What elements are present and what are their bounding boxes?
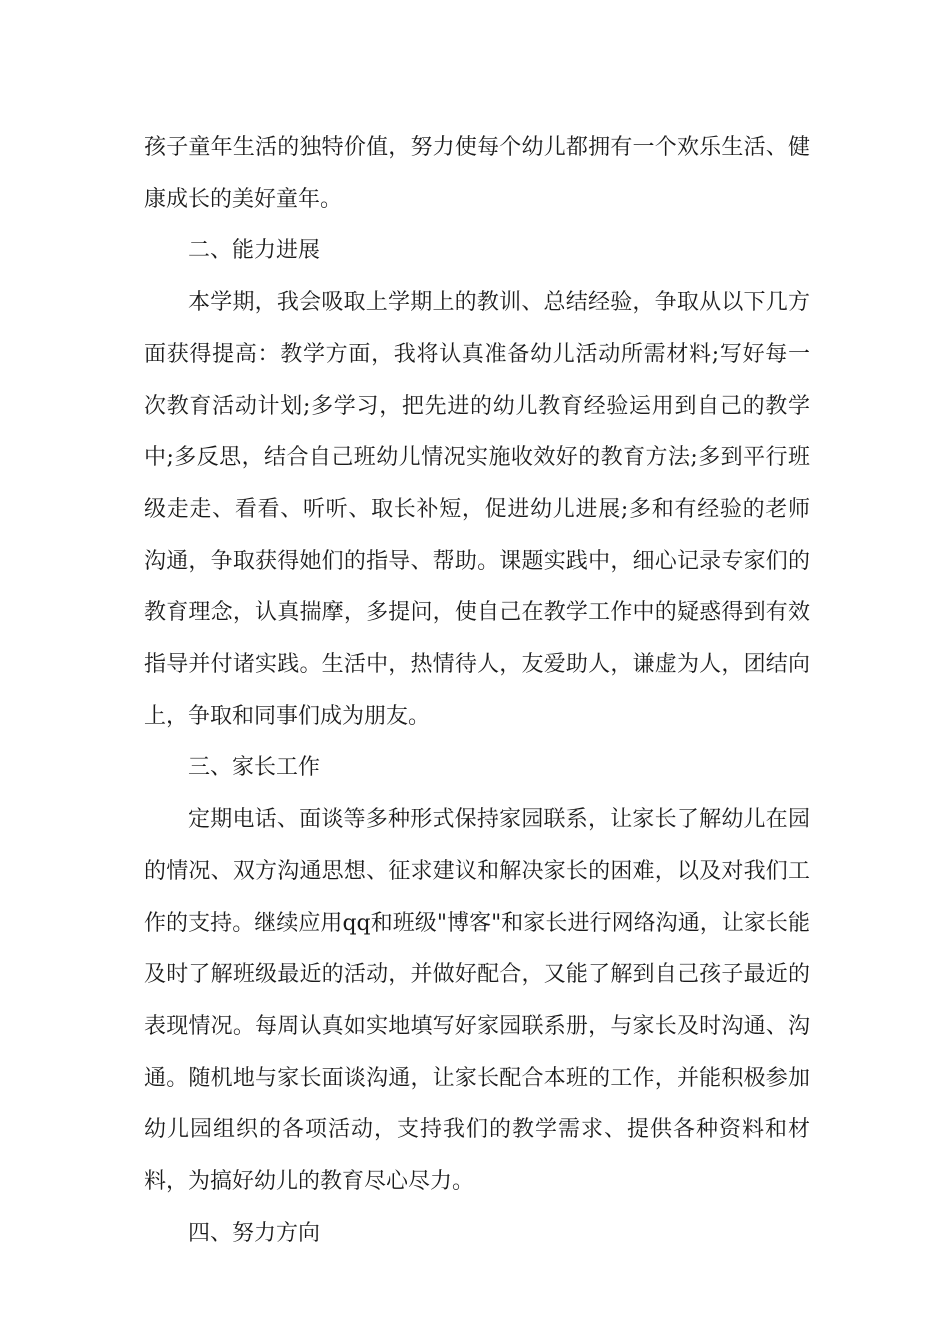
section-heading-ability: 二、能力进展 bbox=[188, 238, 321, 264]
section-heading-parents: 三、家长工作 bbox=[188, 755, 321, 781]
paragraph-continuation: 孩子童年生活的独特价值，努力使每个幼儿都拥有一个欢乐生活、健康成长的美好童年。 bbox=[144, 135, 810, 212]
section-heading-direction: 四、努力方向 bbox=[188, 1220, 321, 1246]
paragraph-ability: 本学期，我会吸取上学期上的教训、总结经验，争取从以下几方面获得提高：教学方面，我将认真准备幼儿活动所需材料;写好每一次教育活动计划;多学习，把先进的幼儿教育经验运用到自己的教学中;多反思，结合自己班幼儿情况实施收效好的教育方法;多到平行班级走走、看看、听听、取长补短，促进幼儿进展;多和有经验的老师沟通，争取获得她们的指导、帮助。课题实践中，细心记录专家们的教育理念，认真揣摩，多提问，使自己在教学工作中的疑惑得到有效指导并付诸实践。生活中，热情待人，友爱助人，谦虚为人，团结向上，争取和同事们成为朋友。 bbox=[144, 290, 810, 729]
document-body bbox=[144, 122, 810, 1259]
paragraph-parents: 定期电话、面谈等多种形式保持家园联系，让家长了解幼儿在园的情况、双方沟通思想、征求建议和解决家长的困难，以及对我们工作的支持。继续应用qq和班级"博客"和家长进行网络沟通，让家长能及时了解班级最近的活动，并做好配合，又能了解到自己孩子最近的表现情况。每周认真如实地填写好家园联系册，与家长及时沟通、沟通。随机地与家长面谈沟通，让家长配合本班的工作，并能积极参加幼儿园组织的各项活动，支持我们的教学需求、提供各种资料和材料，为搞好幼儿的教育尽心尽力。 bbox=[144, 807, 810, 1195]
